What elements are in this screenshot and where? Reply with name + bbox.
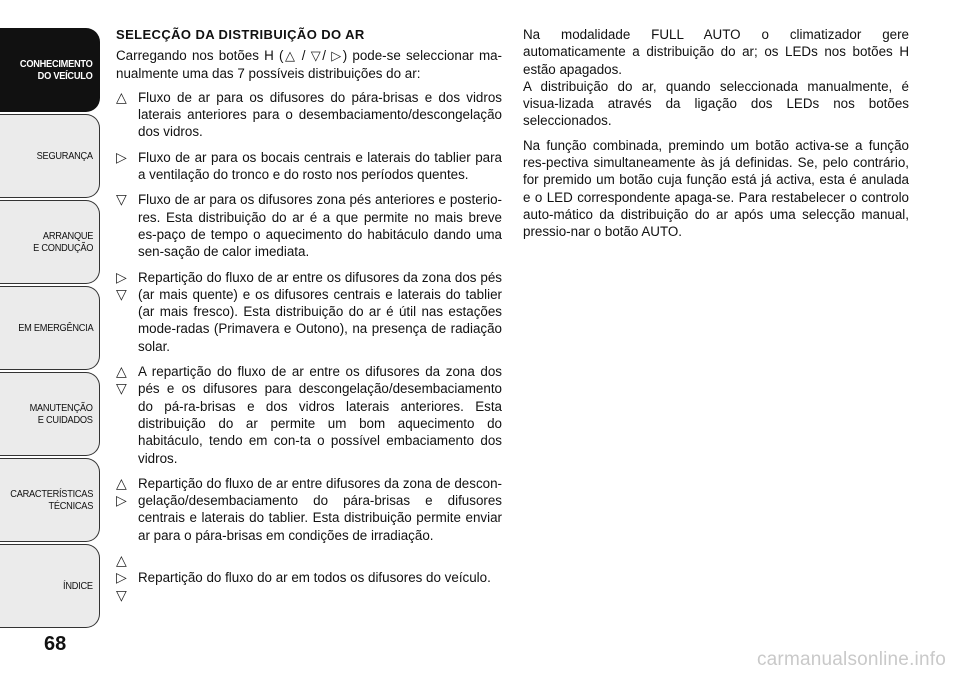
paragraph-manual-selection: A distribuição do ar, quando seleccionada manualmente, é visua-lizada através da ligação dos LEDs nos botões seleccionados.	[523, 78, 909, 129]
list-item: △ ▷ Repartição do fluxo de ar entre difusores da zona de descon-gelação/desembaciamento do pára-brisas e difusores centrais e laterais do tablier. Esta distribuição permite enviar ar para o pára-brisas em condições de irradiação.	[116, 474, 502, 543]
right-column	[523, 26, 909, 248]
triangle-right-icon: ▷	[116, 148, 127, 165]
triangle-up-icon: △	[116, 88, 127, 105]
section-heading: SELECÇÃO DA DISTRIBUIÇÃO DO AR	[116, 27, 365, 42]
triangle-right-icon: ▷	[116, 268, 127, 285]
triangle-up-icon: △	[283, 48, 297, 64]
triangle-down-icon: ▽	[310, 48, 323, 64]
tab-caracteristicas-tecnicas[interactable]: CARACTERÍSTICAS TÉCNICAS	[0, 458, 100, 542]
list-item: △ Fluxo de ar para os difusores do pára-brisas e dos vidros laterais anteriores para o desembaciamento/descongelação dos vidros.	[116, 88, 502, 140]
triangle-down-icon: ▽	[116, 586, 127, 603]
left-column	[116, 26, 502, 612]
triangle-up-icon: △	[116, 474, 127, 491]
tab-em-emergencia[interactable]: EM EMERGÊNCIA	[0, 286, 100, 370]
list-item: △ ▽ A repartição do fluxo de ar entre os difusores da zona dos pés e os difusores para descongelação/desembaciamento do pá-ra-brisas e dos vidros laterais anteriores. Esta distribuição do ar permite um bom aquecimento do habitáculo, tendo em con-ta o possível embaciamento dos vidros.	[116, 363, 502, 466]
triangle-right-icon: ▷	[116, 569, 127, 586]
tab-manutencao-e-cuidados[interactable]: MANUTENÇÃO E CUIDADOS	[0, 372, 100, 456]
triangle-right-icon: ▷	[116, 492, 127, 509]
list-item: ▷ ▽ Repartição do fluxo de ar entre os difusores da zona dos pés (ar mais quente) e os difusores centrais e laterais do tablier (ar mais fresco). Esta distribuição do ar é útil nas estações mode-radas (Primavera e Outono), na presença de radiação solar.	[116, 268, 502, 354]
list-item: ▷ Fluxo de ar para os bocais centrais e laterais do tablier para a ventilação do tronco e do rosto nos períodos quentes.	[116, 148, 502, 183]
triangle-up-icon: △	[116, 363, 127, 380]
tab-indice[interactable]: ÍNDICE	[0, 544, 100, 628]
paragraph-combined-function: Na função combinada, premindo um botão activa-se a função res-pectiva simultaneamente às já definidas. Se, pelo contrário, for premido um botão cuja função está já activa, esta é anulada e o LED correspondente apaga-se. Para restabelecer o controlo auto-mático da distribuição do ar após uma selecção manual, pressio-nar o botão AUTO.	[523, 137, 909, 240]
list-item: ▽ Fluxo de ar para os difusores zona pés anteriores e posterio-res. Esta distribuição do ar é a que permite no mais breve es-paço de tempo o aquecimento do habitáculo dando uma sen-sação de calor imediata.	[116, 191, 502, 260]
triangle-up-icon: △	[116, 552, 127, 569]
intro-paragraph: Carregando nos botões H (△ / ▽/ ▷) pode-se seleccionar ma-nualmente uma das 7 possíveis distribuições do ar:	[116, 48, 503, 81]
watermark: carmanualsonline.info	[756, 649, 946, 670]
tab-arranque-e-conducao[interactable]: ARRANQUE E CONDUÇÃO	[0, 200, 100, 284]
list-item: △ ▷ ▽ Repartição do fluxo do ar em todos os difusores do veículo.	[116, 552, 491, 603]
tab-seguranca[interactable]: SEGURANÇA	[0, 114, 100, 198]
triangle-down-icon: ▽	[116, 285, 127, 302]
triangle-down-icon: ▽	[116, 191, 127, 208]
tab-conhecimento-do-veiculo[interactable]: CONHECIMENTO DO VEÍCULO	[0, 28, 100, 112]
page-number: 68	[44, 633, 67, 655]
triangle-right-icon: ▷	[331, 48, 343, 64]
paragraph-full-auto: Na modalidade FULL AUTO o climatizador gere automaticamente a distribuição do ar; os LEDs nos botões H estão apagados.	[523, 27, 909, 77]
triangle-down-icon: ▽	[116, 380, 127, 397]
